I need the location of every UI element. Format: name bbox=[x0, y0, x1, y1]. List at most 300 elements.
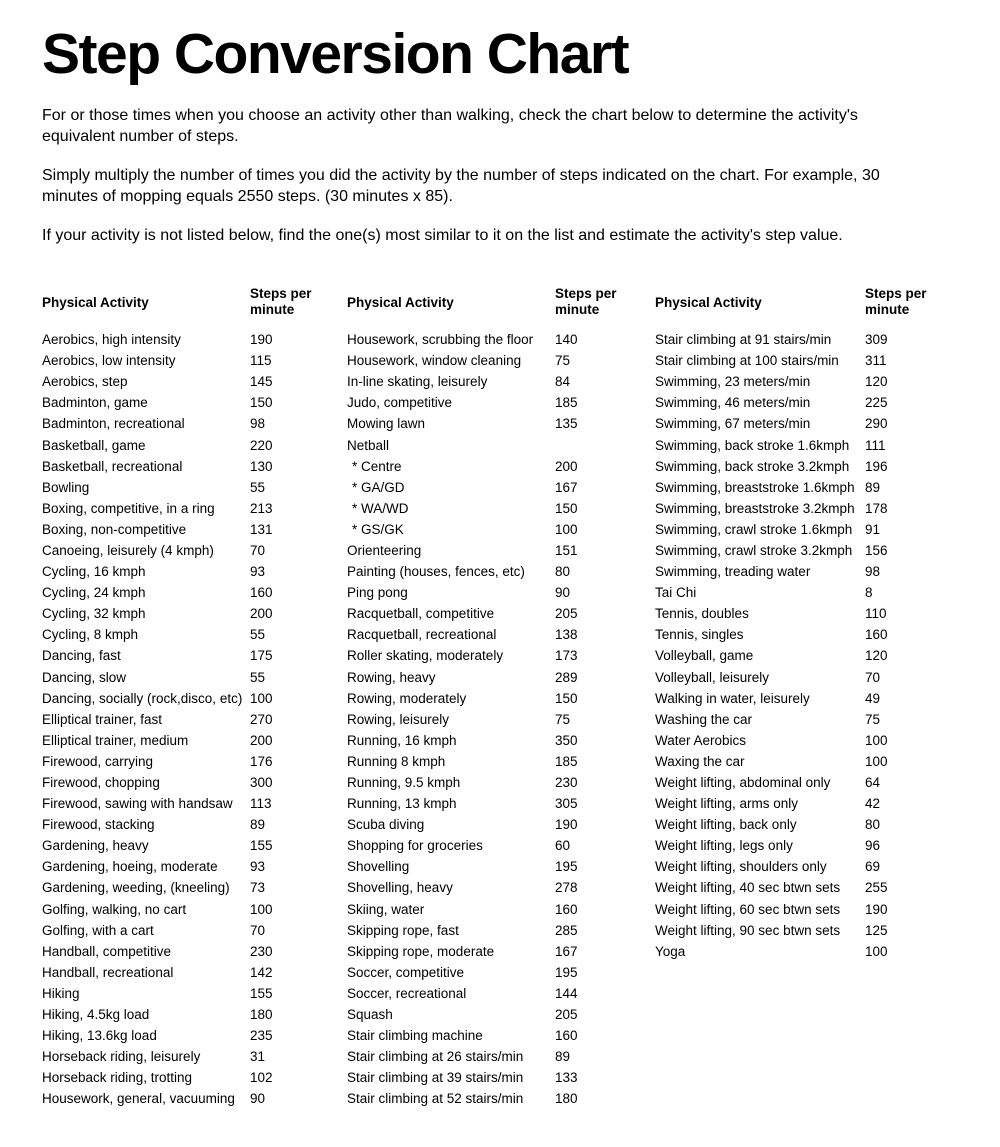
steps-per-minute-cell: 55 bbox=[250, 627, 266, 643]
activity-cell: Cycling, 16 kmph bbox=[42, 564, 146, 580]
steps-per-minute-cell: 350 bbox=[555, 732, 578, 748]
activity-cell: Weight lifting, abdominal only bbox=[655, 775, 831, 791]
steps-per-minute-cell: 100 bbox=[865, 753, 888, 769]
steps-per-minute-cell: 150 bbox=[250, 395, 273, 411]
table-row bbox=[42, 709, 347, 730]
activity-cell: Volleyball, game bbox=[655, 648, 754, 664]
table-row bbox=[347, 1025, 655, 1046]
activity-cell: Firewood, sawing with handsaw bbox=[42, 796, 233, 812]
table-row bbox=[347, 667, 655, 688]
table-row bbox=[347, 1046, 655, 1067]
table-row bbox=[42, 772, 347, 793]
activity-cell: * WA/WD bbox=[352, 500, 409, 516]
steps-per-minute-cell: 98 bbox=[865, 564, 881, 580]
steps-per-minute-cell: 185 bbox=[555, 753, 578, 769]
activity-cell: Firewood, stacking bbox=[42, 817, 155, 833]
table-row bbox=[347, 645, 655, 666]
activity-cell: Shopping for groceries bbox=[347, 838, 483, 854]
table-row bbox=[347, 1067, 655, 1088]
table-row bbox=[347, 835, 655, 856]
activity-cell: Stair climbing at 26 stairs/min bbox=[347, 1049, 524, 1065]
table-row bbox=[347, 540, 655, 561]
activity-cell: Gardening, weeding, (kneeling) bbox=[42, 880, 230, 896]
table-row bbox=[42, 688, 347, 709]
activity-cell: Bowling bbox=[42, 479, 90, 495]
steps-per-minute-cell: 70 bbox=[250, 922, 266, 938]
steps-per-minute-cell: 70 bbox=[250, 542, 266, 558]
steps-per-minute-cell: 180 bbox=[555, 1091, 578, 1107]
table-row bbox=[655, 751, 937, 772]
steps-per-minute-cell: 190 bbox=[250, 332, 273, 348]
activity-cell: Skipping rope, moderate bbox=[347, 943, 495, 959]
activity-cell: Hiking, 13.6kg load bbox=[42, 1028, 157, 1044]
activity-cell: Scuba diving bbox=[347, 817, 425, 833]
steps-per-minute-cell: 278 bbox=[555, 880, 578, 896]
table-row bbox=[347, 603, 655, 624]
activity-cell: Roller skating, moderately bbox=[347, 648, 504, 664]
steps-per-minute-cell: 90 bbox=[250, 1091, 266, 1107]
steps-per-minute-cell: 75 bbox=[865, 711, 881, 727]
step-conversion-table bbox=[42, 282, 962, 1109]
steps-per-minute-cell: 150 bbox=[555, 690, 578, 706]
table-row bbox=[42, 1004, 347, 1025]
activity-cell: Badminton, recreational bbox=[42, 416, 185, 432]
table-row bbox=[42, 456, 347, 477]
column-header-physical-activity: Physical Activity bbox=[655, 294, 762, 310]
steps-per-minute-cell: 213 bbox=[250, 500, 273, 516]
activity-cell: Running, 16 kmph bbox=[347, 732, 457, 748]
activity-cell: Firewood, carrying bbox=[42, 753, 154, 769]
activity-cell: Weight lifting, 40 sec btwn sets bbox=[655, 880, 841, 896]
activity-cell: Running, 9.5 kmph bbox=[347, 775, 461, 791]
table-row bbox=[655, 835, 937, 856]
steps-per-minute-cell: 73 bbox=[250, 880, 266, 896]
table-row bbox=[655, 709, 937, 730]
steps-per-minute-cell: 115 bbox=[250, 353, 272, 369]
steps-per-minute-cell: 113 bbox=[250, 796, 272, 812]
steps-per-minute-cell: 133 bbox=[555, 1070, 578, 1086]
activity-cell: Stair climbing at 100 stairs/min bbox=[655, 353, 839, 369]
activity-cell: Elliptical trainer, medium bbox=[42, 732, 189, 748]
table-row bbox=[347, 456, 655, 477]
steps-per-minute-cell: 100 bbox=[865, 943, 888, 959]
activity-cell: Housework, scrubbing the floor bbox=[347, 332, 534, 348]
activity-cell: Volleyball, leisurely bbox=[655, 669, 770, 685]
table-column-group-1 bbox=[42, 282, 347, 1109]
activity-cell: Netball bbox=[347, 437, 390, 453]
steps-per-minute-cell: 230 bbox=[555, 775, 578, 791]
table-row bbox=[347, 371, 655, 392]
activity-cell: Horseback riding, leisurely bbox=[42, 1049, 201, 1065]
activity-cell: Rowing, leisurely bbox=[347, 711, 450, 727]
steps-per-minute-cell: 195 bbox=[555, 964, 578, 980]
table-row bbox=[655, 329, 937, 350]
steps-per-minute-cell: 175 bbox=[250, 648, 273, 664]
table-row bbox=[42, 434, 347, 455]
table-row bbox=[42, 413, 347, 434]
activity-cell: Swimming, back stroke 1.6kmph bbox=[655, 437, 850, 453]
table-header-row bbox=[347, 282, 655, 322]
steps-per-minute-cell: 125 bbox=[865, 922, 888, 938]
table-row bbox=[42, 624, 347, 645]
table-row bbox=[42, 371, 347, 392]
steps-per-minute-cell: 55 bbox=[250, 669, 266, 685]
steps-per-minute-cell: 300 bbox=[250, 775, 273, 791]
activity-cell: Water Aerobics bbox=[655, 732, 747, 748]
steps-per-minute-cell: 60 bbox=[555, 838, 571, 854]
table-row bbox=[347, 477, 655, 498]
activity-cell: Swimming, crawl stroke 3.2kmph bbox=[655, 542, 853, 558]
steps-per-minute-cell: 142 bbox=[250, 964, 273, 980]
steps-per-minute-cell: 144 bbox=[555, 985, 578, 1001]
table-row bbox=[42, 1067, 347, 1088]
column-header-steps-per-minute: Steps per minute bbox=[865, 286, 927, 317]
table-row bbox=[655, 603, 937, 624]
steps-per-minute-cell: 89 bbox=[555, 1049, 571, 1065]
table-rows bbox=[655, 329, 937, 962]
table-row bbox=[347, 413, 655, 434]
table-row bbox=[655, 561, 937, 582]
table-header-row bbox=[655, 282, 937, 322]
table-row bbox=[347, 941, 655, 962]
activity-cell: Stair climbing at 52 stairs/min bbox=[347, 1091, 524, 1107]
table-row bbox=[347, 730, 655, 751]
activity-cell: * GS/GK bbox=[352, 521, 404, 537]
table-row bbox=[42, 983, 347, 1004]
activity-cell: Soccer, recreational bbox=[347, 985, 467, 1001]
steps-per-minute-cell: 289 bbox=[555, 669, 578, 685]
table-row bbox=[347, 920, 655, 941]
table-row bbox=[655, 814, 937, 835]
steps-per-minute-cell: 91 bbox=[865, 521, 881, 537]
table-row bbox=[655, 519, 937, 540]
table-row bbox=[42, 962, 347, 983]
activity-cell: Badminton, game bbox=[42, 395, 148, 411]
steps-per-minute-cell: 167 bbox=[555, 943, 578, 959]
activity-cell: Swimming, 67 meters/min bbox=[655, 416, 811, 432]
activity-cell: Weight lifting, shoulders only bbox=[655, 859, 827, 875]
table-header-row bbox=[42, 282, 347, 322]
table-rows bbox=[42, 329, 347, 1109]
steps-per-minute-cell: 130 bbox=[250, 458, 273, 474]
table-row bbox=[655, 899, 937, 920]
activity-cell: Aerobics, low intensity bbox=[42, 353, 176, 369]
activity-cell: Swimming, 23 meters/min bbox=[655, 374, 811, 390]
steps-per-minute-cell: 145 bbox=[250, 374, 273, 390]
activity-cell: Stair climbing at 91 stairs/min bbox=[655, 332, 832, 348]
steps-per-minute-cell: 84 bbox=[555, 374, 571, 390]
activity-cell: Gardening, heavy bbox=[42, 838, 149, 854]
table-row bbox=[655, 920, 937, 941]
activity-cell: Elliptical trainer, fast bbox=[42, 711, 163, 727]
table-row bbox=[42, 835, 347, 856]
activity-cell: Swimming, breaststroke 3.2kmph bbox=[655, 500, 855, 516]
steps-per-minute-cell: 120 bbox=[865, 374, 888, 390]
table-row bbox=[347, 519, 655, 540]
activity-cell: Hiking bbox=[42, 985, 80, 1001]
steps-per-minute-cell: 75 bbox=[555, 353, 571, 369]
table-row bbox=[347, 814, 655, 835]
intro-paragraph-3: If your activity is not listed below, find the one(s) most similar to it on the list and estimate the activity's step value. bbox=[42, 227, 843, 244]
steps-per-minute-cell: 89 bbox=[865, 479, 881, 495]
steps-per-minute-cell: 102 bbox=[250, 1070, 273, 1086]
steps-per-minute-cell: 155 bbox=[250, 985, 273, 1001]
intro-paragraph-2: Simply multiply the number of times you did the activity by the number of steps indicated on the chart. For example, 30 minutes of mopping equals 2550 steps. (30 minutes x 85). bbox=[42, 167, 880, 205]
activity-cell: Aerobics, step bbox=[42, 374, 128, 390]
table-row bbox=[655, 688, 937, 709]
activity-cell: Skiing, water bbox=[347, 901, 425, 917]
table-row bbox=[42, 1088, 347, 1109]
steps-per-minute-cell: 255 bbox=[865, 880, 888, 896]
steps-per-minute-cell: 160 bbox=[555, 1028, 578, 1044]
steps-per-minute-cell: 100 bbox=[555, 521, 578, 537]
activity-cell: Basketball, recreational bbox=[42, 458, 183, 474]
steps-per-minute-cell: 131 bbox=[250, 521, 273, 537]
activity-cell: Cycling, 8 kmph bbox=[42, 627, 139, 643]
steps-per-minute-cell: 285 bbox=[555, 922, 578, 938]
table-row bbox=[42, 877, 347, 898]
table-row bbox=[42, 856, 347, 877]
activity-cell: Weight lifting, 90 sec btwn sets bbox=[655, 922, 841, 938]
activity-cell: Weight lifting, legs only bbox=[655, 838, 793, 854]
activity-cell: Orienteering bbox=[347, 542, 422, 558]
steps-per-minute-cell: 311 bbox=[865, 353, 887, 369]
table-row bbox=[655, 498, 937, 519]
steps-per-minute-cell: 8 bbox=[865, 585, 873, 601]
activity-cell: Swimming, breaststroke 1.6kmph bbox=[655, 479, 855, 495]
table-row bbox=[42, 667, 347, 688]
steps-per-minute-cell: 270 bbox=[250, 711, 273, 727]
activity-cell: Shovelling bbox=[347, 859, 410, 875]
table-row bbox=[42, 920, 347, 941]
activity-cell: Horseback riding, trotting bbox=[42, 1070, 193, 1086]
table-row bbox=[42, 582, 347, 603]
steps-per-minute-cell: 220 bbox=[250, 437, 273, 453]
column-header-physical-activity: Physical Activity bbox=[347, 294, 454, 310]
activity-cell: Swimming, treading water bbox=[655, 564, 811, 580]
steps-per-minute-cell: 200 bbox=[250, 732, 273, 748]
steps-per-minute-cell: 190 bbox=[865, 901, 888, 917]
column-header-steps-per-minute: Steps per minute bbox=[250, 286, 312, 317]
activity-cell: Rowing, moderately bbox=[347, 690, 467, 706]
activity-cell: Aerobics, high intensity bbox=[42, 332, 181, 348]
activity-cell: Hiking, 4.5kg load bbox=[42, 1007, 150, 1023]
steps-per-minute-cell: 178 bbox=[865, 500, 888, 516]
table-row bbox=[655, 413, 937, 434]
steps-per-minute-cell: 100 bbox=[250, 690, 273, 706]
activity-cell: Handball, recreational bbox=[42, 964, 174, 980]
steps-per-minute-cell: 120 bbox=[865, 648, 888, 664]
activity-cell: Squash bbox=[347, 1007, 393, 1023]
table-row bbox=[655, 371, 937, 392]
table-row bbox=[347, 582, 655, 603]
table-row bbox=[42, 1025, 347, 1046]
table-row bbox=[347, 751, 655, 772]
intro-paragraph-1: For or those times when you choose an activity other than walking, check the chart below to determine the activity's equivalent number of steps. bbox=[42, 107, 858, 145]
activity-cell: Running 8 kmph bbox=[347, 753, 446, 769]
steps-per-minute-cell: 110 bbox=[865, 606, 887, 622]
steps-per-minute-cell: 70 bbox=[865, 669, 881, 685]
activity-cell: Cycling, 24 kmph bbox=[42, 585, 146, 601]
activity-cell: Swimming, back stroke 3.2kmph bbox=[655, 458, 850, 474]
activity-cell: Canoeing, leisurely (4 kmph) bbox=[42, 542, 214, 558]
steps-per-minute-cell: 69 bbox=[865, 859, 881, 875]
table-row bbox=[42, 793, 347, 814]
steps-per-minute-cell: 205 bbox=[555, 1007, 578, 1023]
steps-per-minute-cell: 100 bbox=[250, 901, 273, 917]
activity-cell: Racquetball, recreational bbox=[347, 627, 497, 643]
table-row bbox=[42, 540, 347, 561]
steps-per-minute-cell: 160 bbox=[555, 901, 578, 917]
steps-per-minute-cell: 167 bbox=[555, 479, 578, 495]
table-row bbox=[42, 561, 347, 582]
steps-per-minute-cell: 180 bbox=[250, 1007, 273, 1023]
activity-cell: Tennis, singles bbox=[655, 627, 744, 643]
steps-per-minute-cell: 100 bbox=[865, 732, 888, 748]
table-row bbox=[42, 941, 347, 962]
page-title: Step Conversion Chart bbox=[42, 22, 629, 86]
activity-cell: Ping pong bbox=[347, 585, 408, 601]
table-row bbox=[347, 899, 655, 920]
activity-cell: Skipping rope, fast bbox=[347, 922, 459, 938]
table-row bbox=[42, 814, 347, 835]
steps-per-minute-cell: 190 bbox=[555, 817, 578, 833]
table-row bbox=[655, 350, 937, 371]
table-row bbox=[347, 350, 655, 371]
table-row bbox=[655, 456, 937, 477]
table-row bbox=[347, 709, 655, 730]
activity-cell: Gardening, hoeing, moderate bbox=[42, 859, 218, 875]
steps-per-minute-cell: 155 bbox=[250, 838, 273, 854]
activity-cell: Housework, window cleaning bbox=[347, 353, 522, 369]
table-row bbox=[42, 498, 347, 519]
activity-cell: Racquetball, competitive bbox=[347, 606, 495, 622]
steps-per-minute-cell: 49 bbox=[865, 690, 881, 706]
steps-per-minute-cell: 80 bbox=[555, 564, 571, 580]
steps-per-minute-cell: 96 bbox=[865, 838, 881, 854]
table-row bbox=[347, 688, 655, 709]
table-rows bbox=[347, 329, 655, 1109]
steps-per-minute-cell: 160 bbox=[250, 585, 273, 601]
steps-per-minute-cell: 98 bbox=[250, 416, 266, 432]
steps-per-minute-cell: 151 bbox=[555, 542, 578, 558]
steps-per-minute-cell: 80 bbox=[865, 817, 881, 833]
table-row bbox=[347, 983, 655, 1004]
table-row bbox=[42, 730, 347, 751]
table-row bbox=[42, 329, 347, 350]
activity-cell: Basketball, game bbox=[42, 437, 146, 453]
table-row bbox=[347, 434, 655, 455]
activity-cell: Dancing, fast bbox=[42, 648, 121, 664]
table-row bbox=[347, 1088, 655, 1109]
column-header-physical-activity: Physical Activity bbox=[42, 294, 149, 310]
steps-per-minute-cell: 176 bbox=[250, 753, 273, 769]
table-row bbox=[42, 519, 347, 540]
steps-per-minute-cell: 173 bbox=[555, 648, 578, 664]
activity-cell: Weight lifting, back only bbox=[655, 817, 797, 833]
steps-per-minute-cell: 196 bbox=[865, 458, 888, 474]
activity-cell: Swimming, 46 meters/min bbox=[655, 395, 811, 411]
table-row bbox=[347, 793, 655, 814]
table-row bbox=[347, 498, 655, 519]
table-row bbox=[655, 645, 937, 666]
activity-cell: Soccer, competitive bbox=[347, 964, 465, 980]
table-row bbox=[42, 751, 347, 772]
table-row bbox=[42, 645, 347, 666]
table-row bbox=[347, 624, 655, 645]
table-row bbox=[347, 1004, 655, 1025]
activity-cell: Stair climbing machine bbox=[347, 1028, 483, 1044]
steps-per-minute-cell: 200 bbox=[555, 458, 578, 474]
table-row bbox=[347, 962, 655, 983]
table-row bbox=[655, 392, 937, 413]
activity-cell: Housework, general, vacuuming bbox=[42, 1091, 235, 1107]
activity-cell: Dancing, socially (rock,disco, etc) bbox=[42, 690, 243, 706]
activity-cell: * GA/GD bbox=[352, 479, 405, 495]
activity-cell: Tai Chi bbox=[655, 585, 697, 601]
steps-per-minute-cell: 55 bbox=[250, 479, 266, 495]
activity-cell: Walking in water, leisurely bbox=[655, 690, 810, 706]
steps-per-minute-cell: 42 bbox=[865, 796, 881, 812]
table-column-group-2 bbox=[347, 282, 655, 1109]
activity-cell: Washing the car bbox=[655, 711, 753, 727]
table-column-group-3 bbox=[655, 282, 937, 1109]
table-row bbox=[655, 730, 937, 751]
table-row bbox=[347, 329, 655, 350]
table-row bbox=[347, 856, 655, 877]
activity-cell: Yoga bbox=[655, 943, 686, 959]
activity-cell: Painting (houses, fences, etc) bbox=[347, 564, 525, 580]
steps-per-minute-cell: 160 bbox=[865, 627, 888, 643]
activity-cell: Boxing, non-competitive bbox=[42, 521, 187, 537]
table-row bbox=[655, 477, 937, 498]
steps-per-minute-cell: 111 bbox=[865, 437, 886, 453]
activity-cell: Dancing, slow bbox=[42, 669, 127, 685]
steps-per-minute-cell: 309 bbox=[865, 332, 888, 348]
table-row bbox=[655, 941, 937, 962]
steps-per-minute-cell: 200 bbox=[250, 606, 273, 622]
activity-cell: Golfing, walking, no cart bbox=[42, 901, 187, 917]
activity-cell: Waxing the car bbox=[655, 753, 745, 769]
steps-per-minute-cell: 205 bbox=[555, 606, 578, 622]
activity-cell: Stair climbing at 39 stairs/min bbox=[347, 1070, 524, 1086]
table-row bbox=[655, 434, 937, 455]
steps-per-minute-cell: 31 bbox=[250, 1049, 266, 1065]
steps-per-minute-cell: 225 bbox=[865, 395, 888, 411]
steps-per-minute-cell: 90 bbox=[555, 585, 571, 601]
activity-cell: Running, 13 kmph bbox=[347, 796, 457, 812]
activity-cell: In-line skating, leisurely bbox=[347, 374, 488, 390]
steps-per-minute-cell: 195 bbox=[555, 859, 578, 875]
activity-cell: Mowing lawn bbox=[347, 416, 426, 432]
activity-cell: Weight lifting, 60 sec btwn sets bbox=[655, 901, 841, 917]
steps-per-minute-cell: 64 bbox=[865, 775, 881, 791]
activity-cell: Boxing, competitive, in a ring bbox=[42, 500, 215, 516]
steps-per-minute-cell: 75 bbox=[555, 711, 571, 727]
activity-cell: Tennis, doubles bbox=[655, 606, 749, 622]
table-row bbox=[655, 856, 937, 877]
steps-per-minute-cell: 93 bbox=[250, 564, 266, 580]
steps-per-minute-cell: 93 bbox=[250, 859, 266, 875]
steps-per-minute-cell: 156 bbox=[865, 542, 888, 558]
table-row bbox=[42, 350, 347, 371]
activity-cell: * Centre bbox=[352, 458, 402, 474]
table-row bbox=[655, 877, 937, 898]
table-row bbox=[42, 477, 347, 498]
steps-per-minute-cell: 138 bbox=[555, 627, 578, 643]
table-row bbox=[655, 793, 937, 814]
table-row bbox=[42, 392, 347, 413]
